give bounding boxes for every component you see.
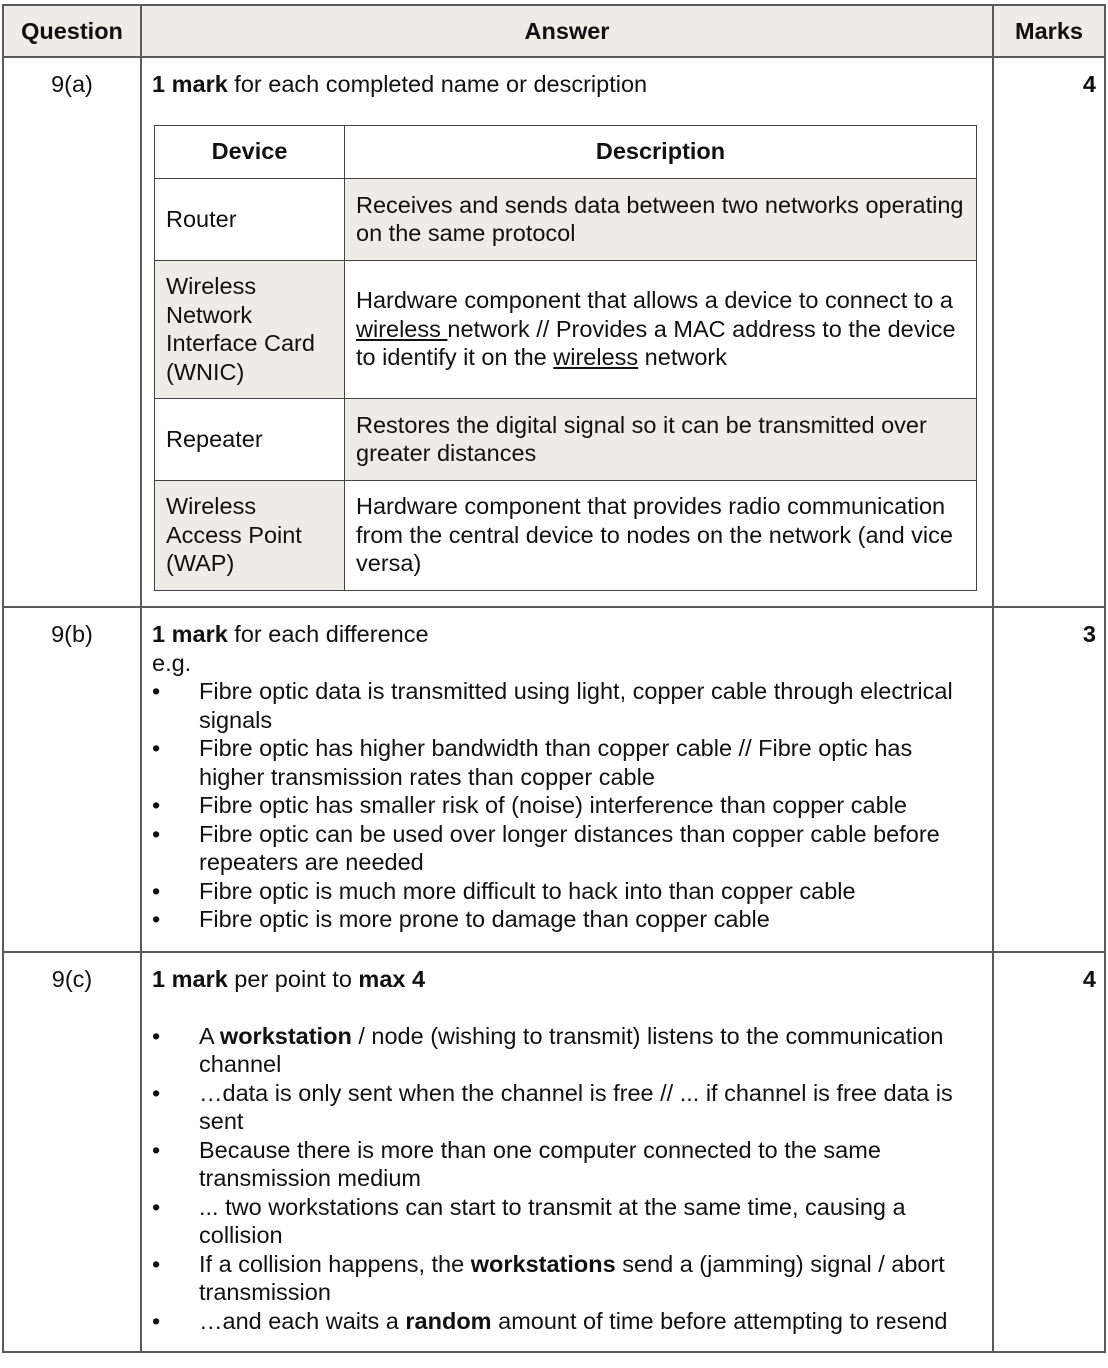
device-description: Receives and sends data between two networks operating on the same protocol bbox=[345, 178, 977, 260]
bullet-icon: • bbox=[152, 820, 161, 847]
mark-guidance: 1 mark per point to max 4 bbox=[152, 966, 426, 992]
mark-scheme-table bbox=[2, 4, 1106, 1353]
device-description: Hardware component that allows a device to connect to a wireless network // Provides a MAC address to the device to identify it on the wireless network bbox=[345, 260, 977, 398]
marks-value: 3 bbox=[993, 607, 1105, 952]
device-description: Hardware component that provides radio communication from the central device to nodes on the network (and vice versa) bbox=[345, 480, 977, 590]
bullet-icon: • bbox=[152, 1079, 161, 1106]
device-row bbox=[155, 398, 977, 480]
bullet-icon: • bbox=[152, 792, 161, 818]
list-item: • Fibre optic has higher bandwidth than copper cable // Fibre optic has higher transmission rates than copper cable bbox=[152, 735, 913, 790]
list-item: • Fibre optic can be used over longer distances than copper cable before repeaters are needed bbox=[152, 820, 940, 875]
list-item: • …and each waits a random amount of time before attempting to resend bbox=[152, 1307, 948, 1334]
list-item: • Fibre optic is much more difficult to hack into than copper cable bbox=[152, 877, 856, 904]
list-item: • If a collision happens, the workstations send a (jamming) signal / abort transmission bbox=[152, 1250, 945, 1305]
list-item: • A workstation / node (wishing to transmit) listens to the communication channel bbox=[152, 1022, 944, 1077]
device-row bbox=[155, 480, 977, 590]
question-header: Question bbox=[3, 5, 141, 57]
list-item: • Fibre optic data is transmitted using light, copper cable through electrical signals bbox=[152, 678, 953, 733]
question-number: 9(b) bbox=[3, 607, 141, 952]
device-name: Repeater bbox=[155, 398, 345, 480]
answer-cell bbox=[141, 607, 993, 952]
device-name: Wireless Network Interface Card (WNIC) bbox=[155, 260, 345, 398]
question-number: 9(c) bbox=[3, 952, 141, 1352]
bullet-icon: • bbox=[152, 1022, 161, 1049]
list-item: • …data is only sent when the channel is free // ... if channel is free data is sent bbox=[152, 1079, 953, 1134]
list-item: • ... two workstations can start to transmit at the same time, causing a collision bbox=[152, 1193, 906, 1248]
answer-list bbox=[152, 677, 980, 934]
marks-value: 4 bbox=[993, 57, 1105, 607]
device-table bbox=[154, 125, 977, 591]
answer-cell bbox=[141, 57, 993, 607]
list-item: • Fibre optic has smaller risk of (noise) interference than copper cable bbox=[152, 792, 907, 818]
description-header: Description bbox=[345, 125, 977, 178]
example-label: e.g. bbox=[152, 649, 192, 676]
bullet-icon: • bbox=[152, 1136, 161, 1163]
bullet-icon: • bbox=[152, 735, 161, 761]
device-header: Device bbox=[155, 125, 345, 178]
mark-guidance: 1 mark for each difference bbox=[152, 621, 429, 647]
answer-cell bbox=[141, 952, 993, 1352]
device-name: Wireless Access Point (WAP) bbox=[155, 480, 345, 590]
bullet-icon: • bbox=[152, 1250, 161, 1277]
answer-header: Answer bbox=[141, 5, 993, 57]
bullet-icon: • bbox=[152, 678, 161, 704]
answer-list bbox=[152, 1022, 980, 1336]
device-description: Restores the digital signal so it can be transmitted over greater distances bbox=[345, 398, 977, 480]
bullet-icon: • bbox=[152, 1307, 161, 1334]
marks-value: 4 bbox=[993, 952, 1105, 1352]
device-name: Router bbox=[155, 178, 345, 260]
marks-header: Marks bbox=[993, 5, 1105, 57]
row-9a bbox=[3, 57, 1105, 607]
header-row bbox=[3, 5, 1105, 57]
question-number: 9(a) bbox=[3, 57, 141, 607]
list-item: • Fibre optic is more prone to damage than copper cable bbox=[152, 906, 770, 932]
mark-guidance: 1 mark for each completed name or description bbox=[152, 71, 648, 97]
device-row bbox=[155, 178, 977, 260]
device-row bbox=[155, 260, 977, 398]
list-item: • Because there is more than one computer connected to the same transmission medium bbox=[152, 1136, 881, 1191]
row-9c bbox=[3, 952, 1105, 1352]
row-9b bbox=[3, 607, 1105, 952]
bullet-icon: • bbox=[152, 906, 161, 932]
bullet-icon: • bbox=[152, 1193, 161, 1220]
bullet-icon: • bbox=[152, 877, 161, 904]
